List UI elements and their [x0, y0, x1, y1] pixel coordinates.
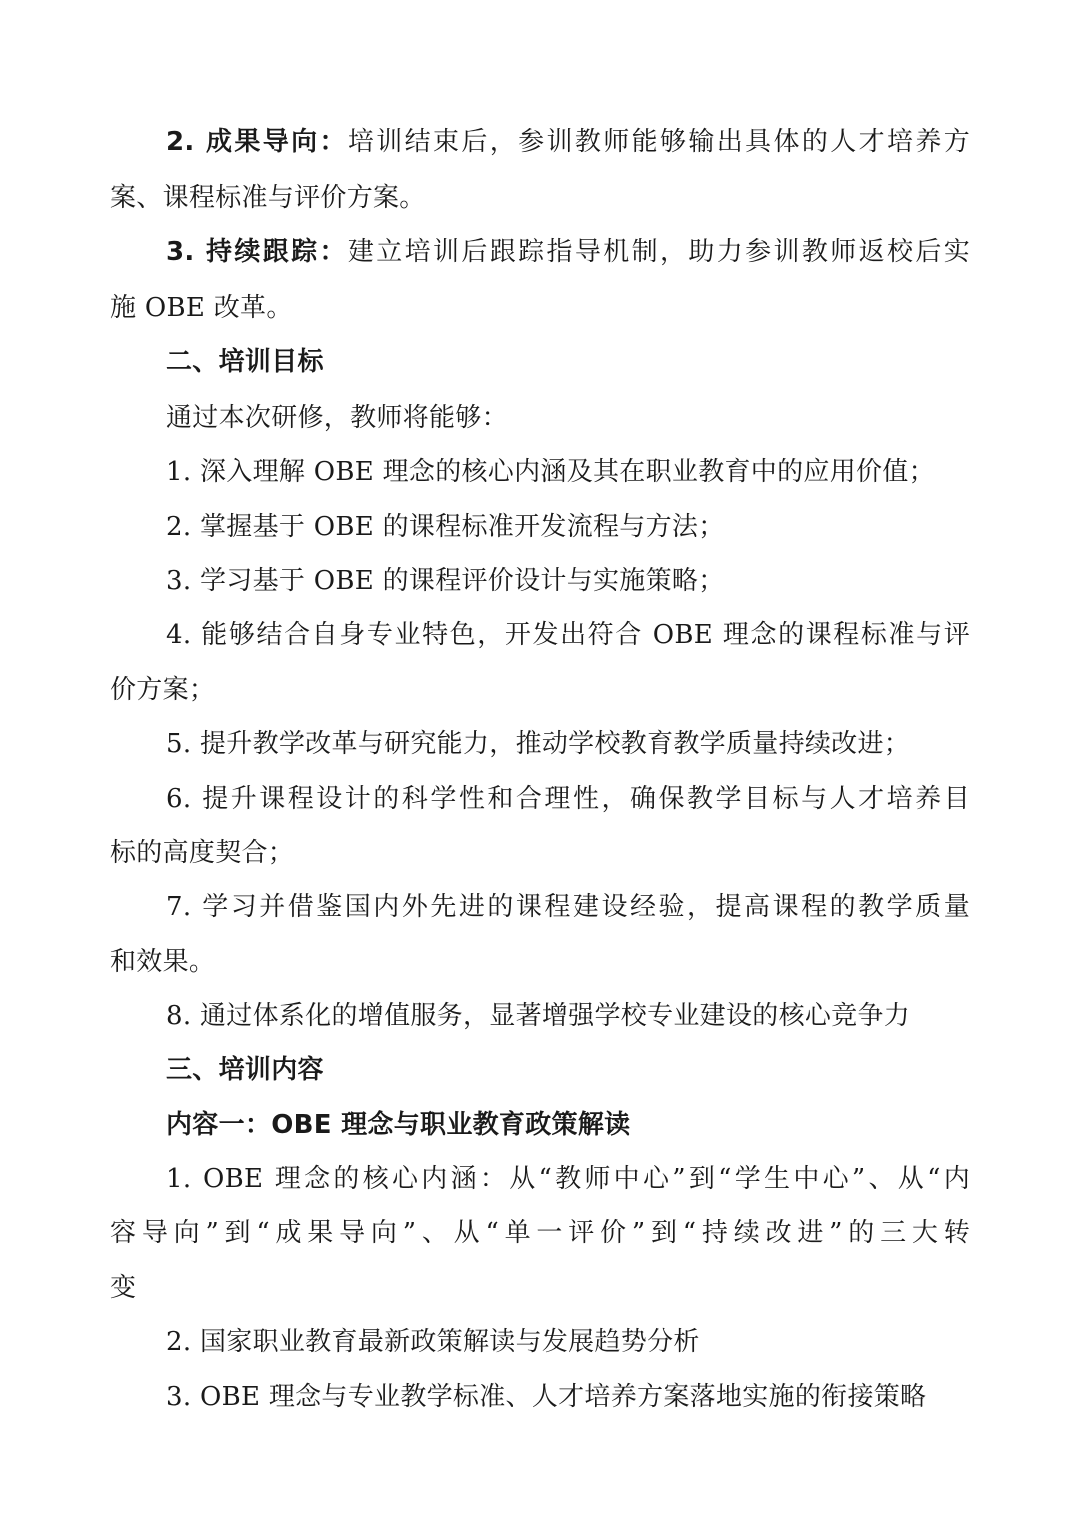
principle-outcome-line1: [166, 122, 970, 162]
goal-item-4-line1: 4. 能够结合自身专业特色，开发出符合 OBE 理念的课程标准与评: [166, 620, 970, 650]
goal-item-7-line2: 和效果。: [110, 947, 216, 977]
content-subheading-1: 内容一：OBE 理念与职业教育政策解读: [166, 1110, 631, 1140]
content-item-1-line1: 1. OBE 理念的核心内涵：从“教师中心”到“学生中心”、从“内: [166, 1164, 970, 1194]
goal-item-1: 1. 深入理解 OBE 理念的核心内涵及其在职业教育中的应用价值；: [166, 457, 935, 487]
section-heading-goals: 二、培训目标: [166, 347, 324, 377]
goal-item-7-line1: 7. 学习并借鉴国内外先进的课程建设经验，提高课程的教学质量: [166, 892, 970, 922]
goal-item-2: 2. 掌握基于 OBE 的课程标准开发流程与方法；: [166, 512, 725, 542]
principle-tracking-line1: [166, 232, 970, 272]
goal-item-5: 5. 提升教学改革与研究能力，推动学校教育教学质量持续改进；: [166, 729, 911, 759]
section-heading-content: 三、培训内容: [166, 1055, 324, 1085]
content-item-1-line2: 容导向”到“成果导向”、从“单一评价”到“持续改进”的三大转: [110, 1218, 970, 1248]
content-item-1-line3: 变: [110, 1273, 137, 1303]
principle-outcome-line2: 案、课程标准与评价方案。: [110, 183, 426, 213]
goal-item-6-line1: 6. 提升课程设计的科学性和合理性，确保教学目标与人才培养目: [166, 784, 970, 814]
content-item-3: 3. OBE 理念与专业教学标准、人才培养方案落地实施的衔接策略: [166, 1382, 927, 1412]
principle-outcome-lead: 2. 成果导向：: [166, 127, 348, 157]
principle-outcome-text: 培训结束后，参训教师能够输出具体的人才培养方: [347, 127, 970, 157]
principle-tracking-line2: 施 OBE 改革。: [110, 293, 293, 323]
goal-item-8: 8. 通过体系化的增值服务，显著增强学校专业建设的核心竞争力: [166, 1001, 911, 1031]
content-item-2: 2. 国家职业教育最新政策解读与发展趋势分析: [166, 1327, 700, 1357]
goals-intro: 通过本次研修，教师将能够：: [166, 403, 508, 433]
principle-tracking-text: 建立培训后跟踪指导机制，助力参训教师返校后实: [347, 237, 970, 267]
principle-tracking-lead: 3. 持续跟踪：: [166, 237, 348, 267]
goal-item-3: 3. 学习基于 OBE 的课程评价设计与实施策略；: [166, 566, 725, 596]
goal-item-4-line2: 价方案；: [110, 675, 216, 705]
goal-item-6-line2: 标的高度契合；: [110, 838, 295, 868]
